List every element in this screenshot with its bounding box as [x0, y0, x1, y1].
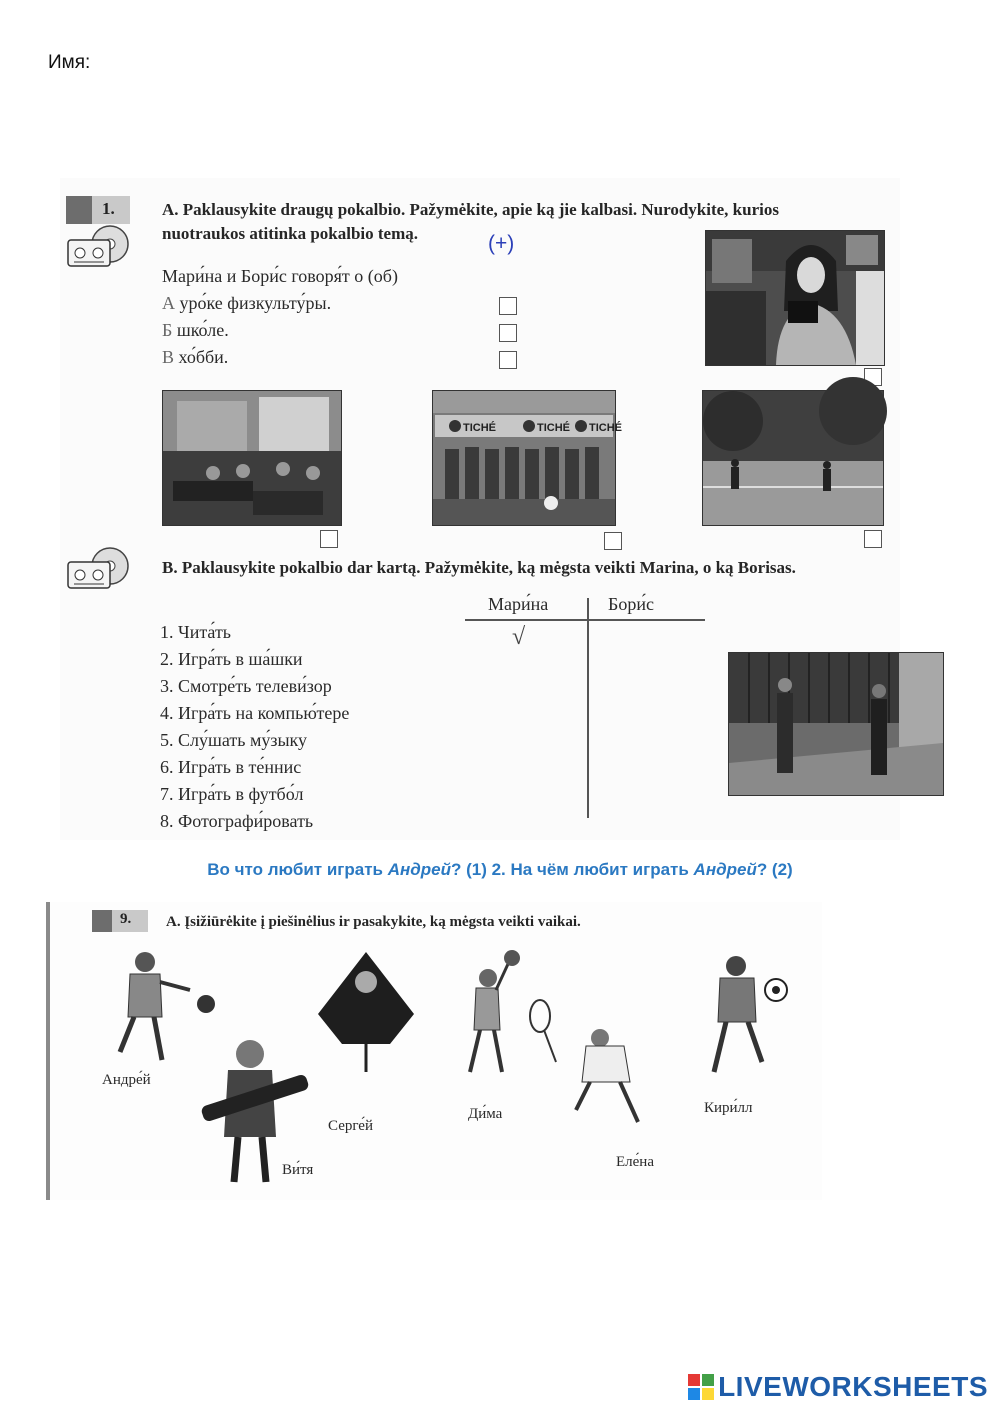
part-a-instruction: A. Paklausykite draugų pokalbio. Pažymėkite, apie ką jie kalbasi. Nurodykite, kurios nuotraukos atitinka pokalbio temą.: [162, 200, 779, 243]
kid-label-kirill: Кири́лл: [704, 1100, 753, 1116]
liveworksheets-logo: [688, 1371, 988, 1403]
activity-item: 8. Фотографи́ровать: [160, 811, 314, 831]
exercise-9-number-badge: [92, 910, 148, 932]
option-b-checkbox[interactable]: [499, 324, 517, 342]
kid-kirill-drawing: [714, 956, 787, 1072]
kid-vitya-drawing: [200, 1040, 310, 1182]
option-a: А уро́ке физкульту́ры.: [162, 293, 332, 313]
kid-label-dima: Ди́ма: [468, 1106, 503, 1122]
audio-cassette-icon: [66, 224, 132, 270]
exercise-9: [46, 902, 822, 1200]
option-b: Б шко́ле.: [162, 320, 229, 340]
photo-girl-camera: [705, 230, 885, 366]
liveworksheets-icon: [688, 1374, 714, 1400]
photo-sports-team: [432, 390, 622, 526]
kid-dima-drawing: [470, 950, 520, 1072]
option-c: В хо́бби.: [162, 347, 229, 367]
banner-text-2: TICHÉ: [537, 422, 570, 434]
activity-item: 5. Слу́шать му́зыку: [160, 730, 308, 750]
activity-item: 3. Смотре́ть телеви́зор: [160, 676, 332, 696]
exercise-9-instruction: A. Įsižiūrėkite į piešinėlius ir pasakykite, ką mėgsta veikti vaikai.: [166, 914, 581, 930]
plus-mark: (+): [488, 232, 515, 255]
photo-classroom: [162, 390, 342, 526]
table-header-marina: Мари́на: [488, 594, 549, 614]
option-a-checkbox[interactable]: [499, 297, 517, 315]
photo-park-soccer: [702, 390, 884, 526]
activity-item: 2. Игра́ть в ша́шки: [160, 649, 303, 669]
checkmark-marina-1: √: [512, 624, 526, 650]
exercise-number-badge: [66, 196, 130, 224]
kid-andrey-drawing: [120, 952, 215, 1060]
part-b-instruction: B. Paklausykite pokalbio dar kartą. Pažymėkite, ką mėgsta veikti Marina, o ką Borisas.: [162, 558, 796, 577]
photo-3-checkbox[interactable]: [604, 532, 622, 550]
exercise-1: [60, 178, 900, 840]
prompt-text: Мари́на и Бори́с говоря́т о (об): [162, 266, 398, 286]
kid-label-elena: Еле́на: [616, 1154, 654, 1170]
activity-item: 1. Чита́ть: [160, 622, 232, 642]
photo-2-checkbox[interactable]: [320, 530, 338, 548]
table-vertical-line: [587, 598, 589, 818]
banner-text-1: TICHÉ: [463, 422, 496, 434]
photo-4-checkbox[interactable]: [864, 530, 882, 548]
table-header-boris: Бори́с: [608, 594, 654, 614]
name-label: Имя:: [48, 52, 91, 73]
activity-item: 7. Игра́ть в футбо́л: [160, 784, 304, 804]
activity-item: 4. Игра́ть на компью́тере: [160, 703, 350, 723]
question-text: Во что любит играть Андрей? (1) 2. На чём любит играть Андрей? (2): [207, 860, 793, 879]
exercise-9-number: 9.: [120, 911, 132, 927]
kid-label-vitya: Ви́тя: [282, 1162, 314, 1178]
banner-text-3: TICHÉ: [589, 422, 622, 434]
table-horizontal-line: [465, 619, 705, 621]
kid-label-sergey: Серге́й: [328, 1118, 373, 1134]
exercise-number: 1.: [102, 199, 115, 218]
photo-two-people: [728, 652, 944, 796]
liveworksheets-text: LIVEWORKSHEETS: [718, 1371, 988, 1402]
kid-label-andrey: Андре́й: [102, 1072, 151, 1088]
option-c-checkbox[interactable]: [499, 351, 517, 369]
kid-elena-drawing: [530, 1000, 638, 1122]
audio-cassette-icon-2: [66, 546, 132, 592]
activity-item: 6. Игра́ть в те́ннис: [160, 757, 302, 777]
kid-sergey-drawing: [318, 952, 414, 1072]
kids-illustration: [50, 942, 818, 1196]
